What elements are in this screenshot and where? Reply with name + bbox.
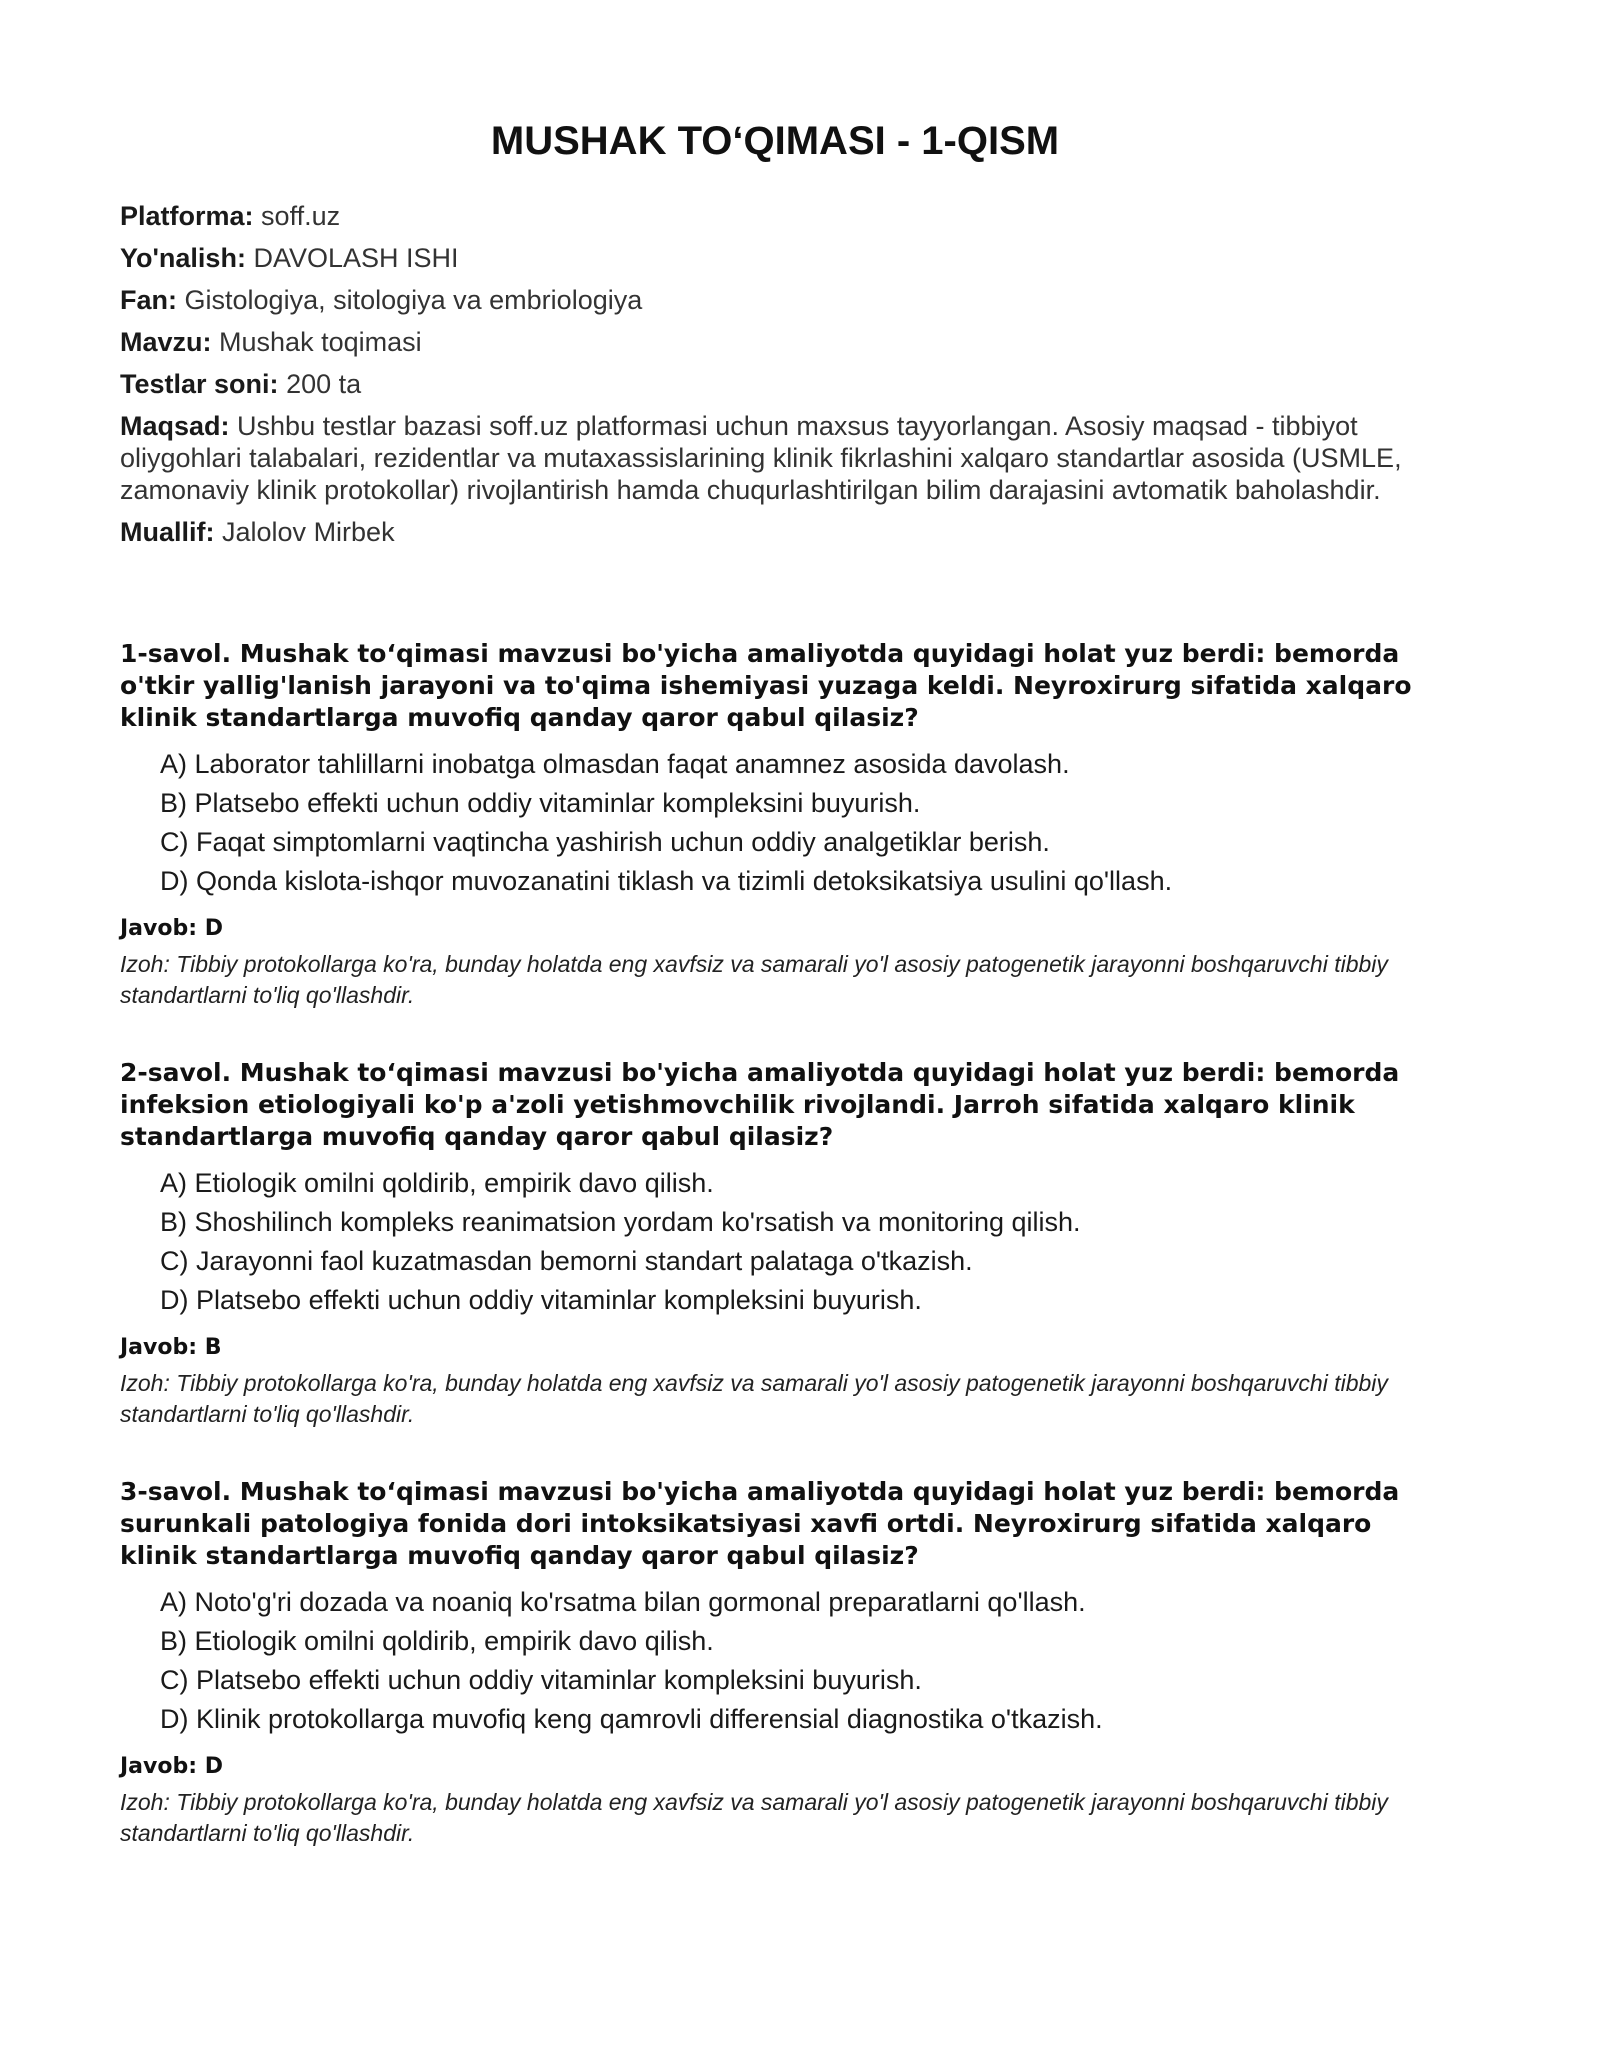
meta-purpose: [120, 410, 1430, 506]
meta-value: Gistologiya, sitologiya va embriologiya: [184, 285, 643, 315]
meta-author: [120, 516, 1430, 548]
option-d: D) Platsebo effekti uchun oddiy vitaminlar kompleksini buyurish.: [160, 1285, 922, 1315]
option-b: B) Shoshilinch kompleks reanimatsion yordam ko'rsatish va monitoring qilish.: [160, 1207, 1081, 1237]
meta-label: Fan:: [120, 285, 177, 315]
option-c: C) Platsebo effekti uchun oddiy vitaminlar kompleksini buyurish.: [160, 1665, 922, 1695]
question-text: 3-savol. Mushak to‘qimasi mavzusi bo'yicha amaliyotda quyidagi holat yuz berdi: bemorda surunkali patologiya fonida dori intoksikatsiyasi xavfi ortdi. Neyroxirurg sifatida xalqaro klinik standartlarga muvofiq qanday qaror qabul qilasiz?: [120, 1477, 1400, 1570]
meta-label: Testlar soni:: [120, 369, 279, 399]
meta-value: Mushak toqimasi: [219, 327, 422, 357]
meta-label: Yo'nalish:: [120, 243, 246, 273]
option-a: A) Laborator tahlillarni inobatga olmasdan faqat anamnez asosida davolash.: [160, 749, 1070, 779]
metadata-section: [120, 200, 1430, 548]
option-c: C) Faqat simptomlarni vaqtincha yashirish uchun oddiy analgetiklar berish.: [160, 827, 1050, 857]
option-d: D) Qonda kislota-ishqor muvozanatini tiklash va tizimli detoksikatsiya usulini qo'llash.: [160, 866, 1173, 896]
question-2: [120, 1057, 1430, 1430]
question-1: [120, 638, 1430, 1011]
answer-options: [120, 1586, 1430, 1735]
meta-test-count: [120, 368, 1430, 400]
explanation: Izoh: Tibbiy protokollarga ko'ra, bunday holatda eng xavfsiz va samarali yo'l asosiy patogenetik jarayonni boshqaruvchi tibbiy standartlarni to'liq qo'llashdir.: [120, 1789, 1388, 1846]
meta-label: Platforma:: [120, 201, 254, 231]
option-d: D) Klinik protokollarga muvofiq keng qamrovli differensial diagnostika o'tkazish.: [160, 1704, 1103, 1734]
meta-subject: [120, 284, 1430, 316]
explanation: Izoh: Tibbiy protokollarga ko'ra, bunday holatda eng xavfsiz va samarali yo'l asosiy patogenetik jarayonni boshqaruvchi tibbiy standartlarni to'liq qo'llashdir.: [120, 951, 1388, 1008]
document-title: MUSHAK TO‘QIMASI - 1-QISM: [490, 119, 1060, 163]
option-c: C) Jarayonni faol kuzatmasdan bemorni standart palataga o'tkazish.: [160, 1246, 973, 1276]
meta-topic: [120, 326, 1430, 358]
meta-value: soff.uz: [261, 201, 341, 231]
meta-platform: [120, 200, 1430, 232]
option-a: A) Noto'g'ri dozada va noaniq ko'rsatma bilan gormonal preparatlarni qo'llash.: [160, 1587, 1086, 1617]
meta-value: 200 ta: [286, 369, 362, 399]
answer-options: [120, 748, 1430, 897]
document-page: [120, 118, 1430, 1895]
answer-key: Javob: D: [120, 1754, 223, 1779]
section-gap: [120, 558, 1430, 638]
meta-label: Maqsad:: [120, 411, 230, 441]
question-text: 2-savol. Mushak to‘qimasi mavzusi bo'yicha amaliyotda quyidagi holat yuz berdi: bemorda infeksion etiologiyali ko'p a'zoli yetishmovchilik rivojlandi. Jarroh sifatida xalqaro klinik standartlarga muvofiq qanday qaror qabul qilasiz?: [120, 1058, 1400, 1151]
meta-value: Ushbu testlar bazasi soff.uz platformasi uchun maxsus tayyorlangan. Asosiy maqsad - tibbiyot oliygohlari talabalari, rezidentlar va mutaxassislarining klinik fikrlashini xalqaro standartlar asosida (USMLE, zamonaviy klinik protokollar) rivojlantirish hamda chuqurlashtirilgan bilim darajasini avtomatik baholashdir.: [120, 411, 1402, 505]
option-b: B) Platsebo effekti uchun oddiy vitaminlar kompleksini buyurish.: [160, 788, 921, 818]
meta-value: DAVOLASH ISHI: [253, 243, 459, 273]
option-b: B) Etiologik omilni qoldirib, empirik davo qilish.: [160, 1626, 714, 1656]
question-text: 1-savol. Mushak to‘qimasi mavzusi bo'yicha amaliyotda quyidagi holat yuz berdi: bemorda o'tkir yallig'lanish jarayoni va to'qima ishemiyasi yuzaga keldi. Neyroxirurg sifatida xalqaro klinik standartlarga muvofiq qanday qaror qabul qilasiz?: [120, 639, 1412, 732]
answer-options: [120, 1167, 1430, 1316]
meta-value: Jalolov Mirbek: [222, 517, 395, 547]
answer-key: Javob: D: [120, 916, 223, 941]
option-a: A) Etiologik omilni qoldirib, empirik davo qilish.: [160, 1168, 714, 1198]
meta-direction: [120, 242, 1430, 274]
explanation: Izoh: Tibbiy protokollarga ko'ra, bunday holatda eng xavfsiz va samarali yo'l asosiy patogenetik jarayonni boshqaruvchi tibbiy standartlarni to'liq qo'llashdir.: [120, 1370, 1388, 1427]
meta-label: Muallif:: [120, 517, 215, 547]
question-3: [120, 1476, 1430, 1849]
meta-label: Mavzu:: [120, 327, 212, 357]
answer-key: Javob: B: [120, 1335, 222, 1360]
